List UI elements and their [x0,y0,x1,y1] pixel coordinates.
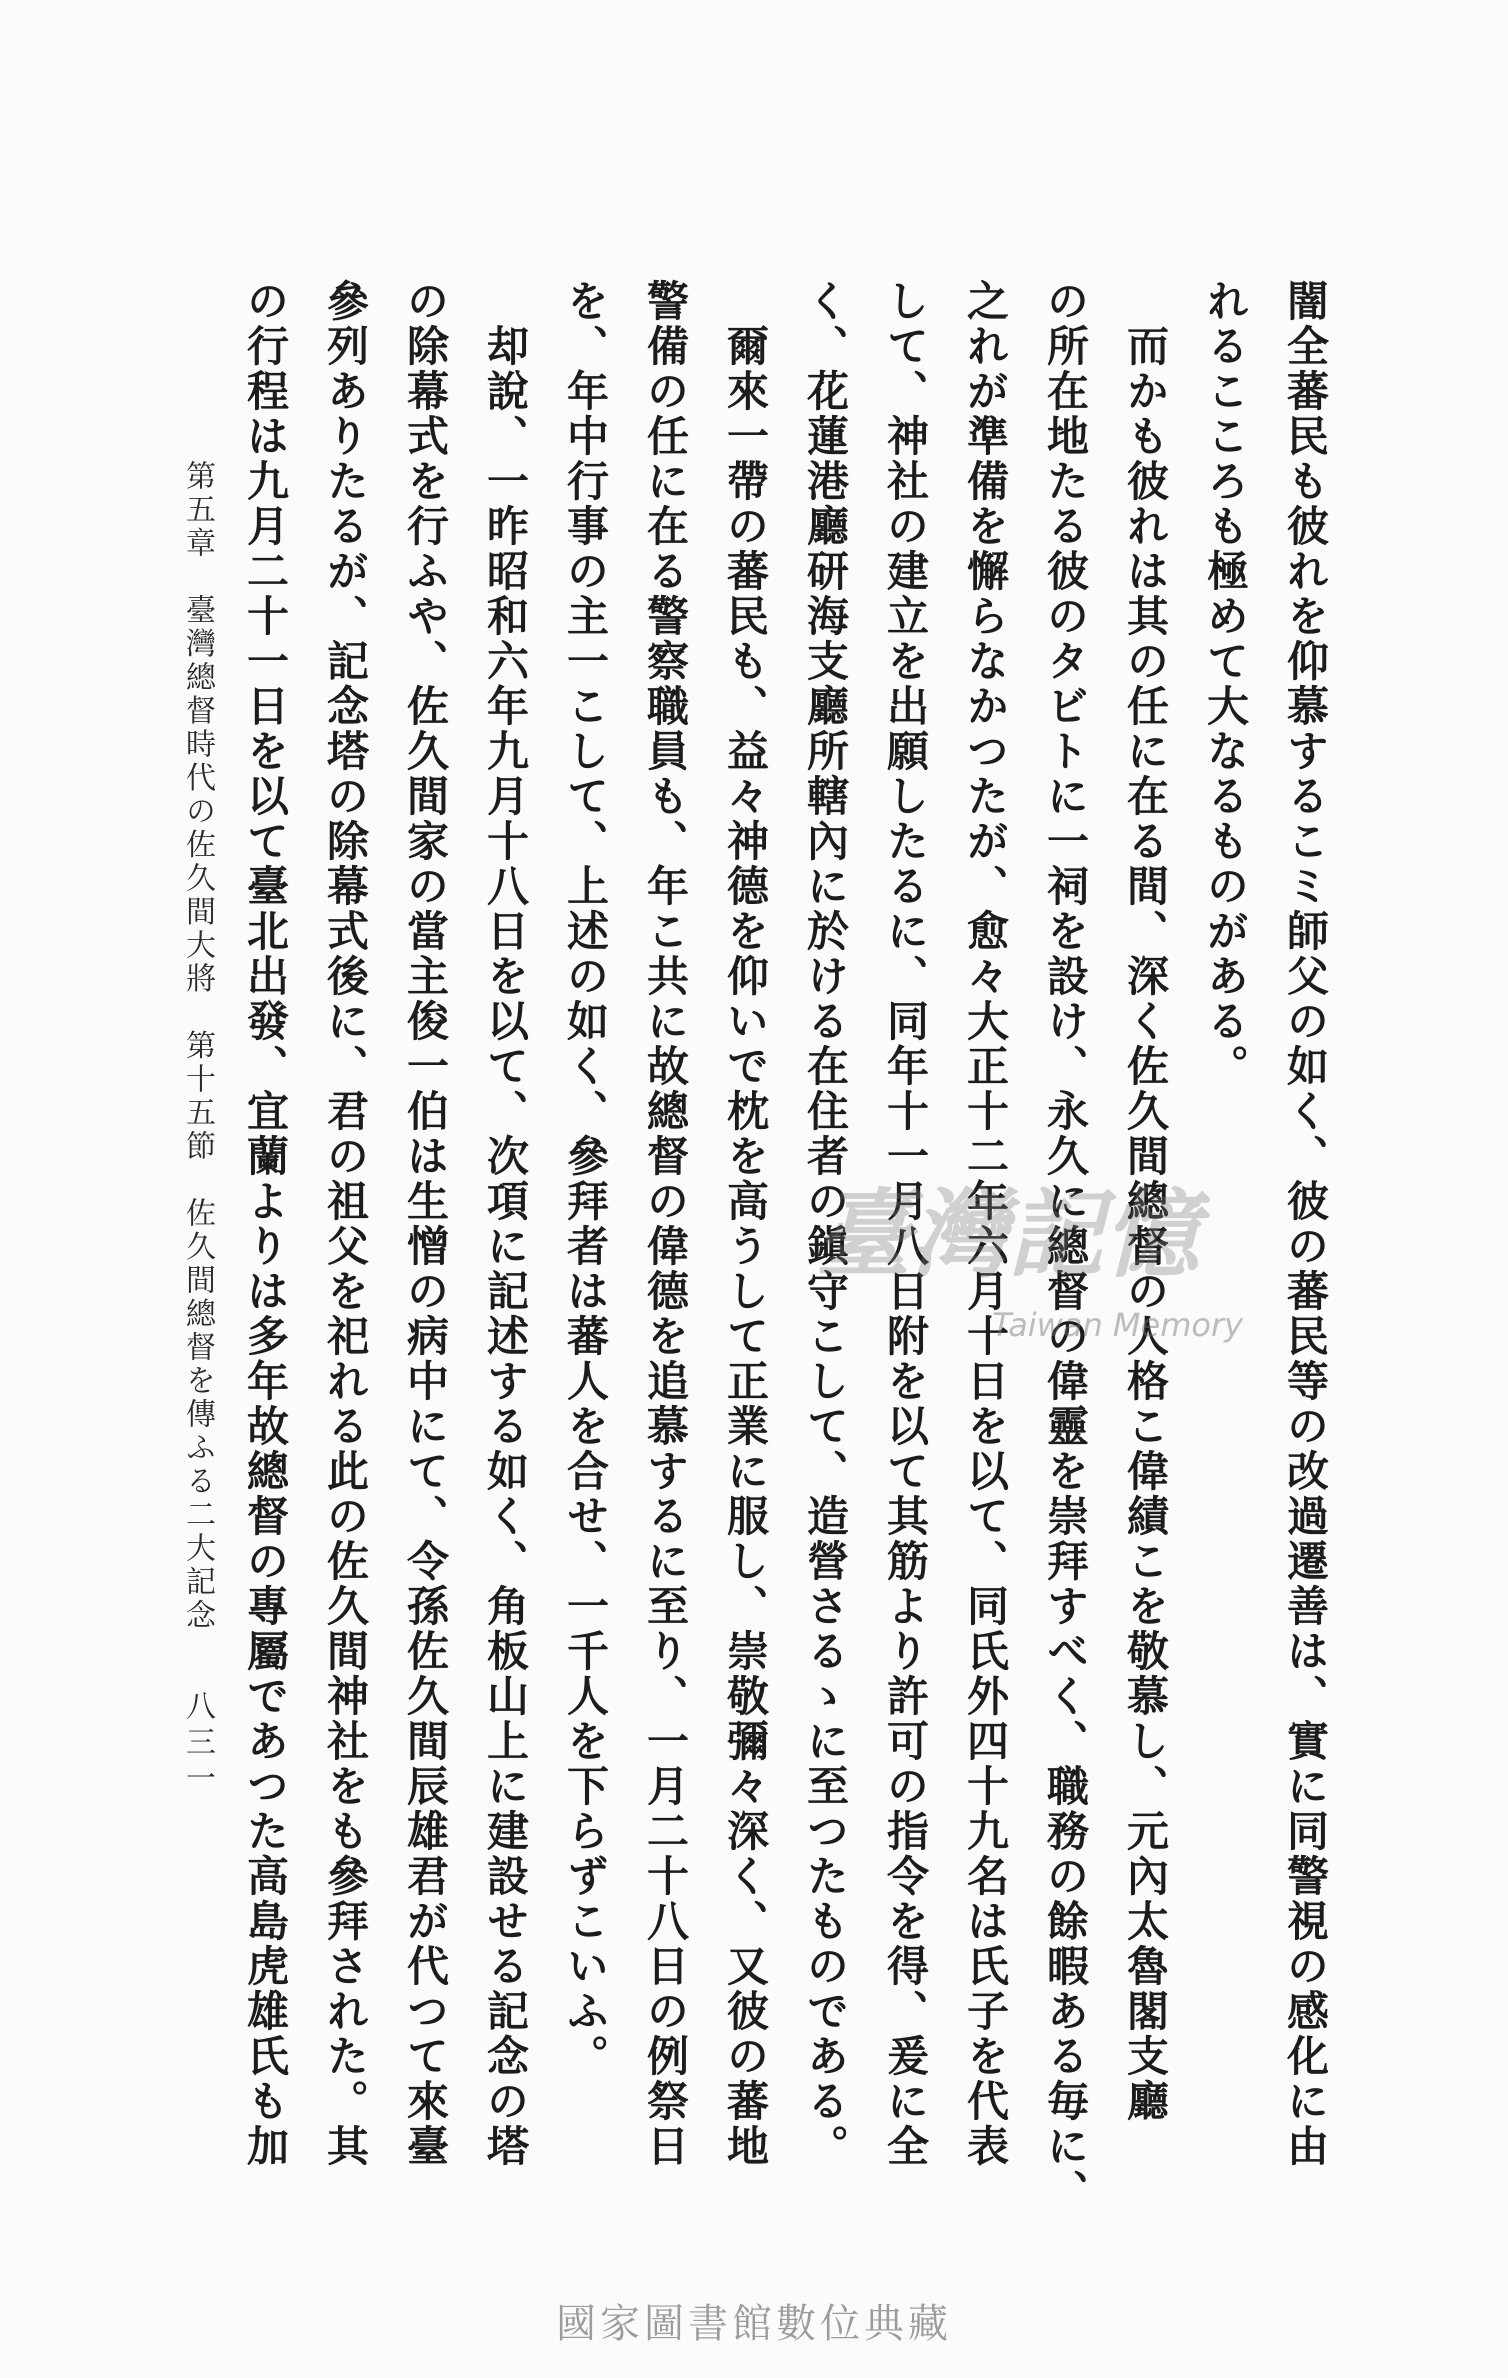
text-column: 參列ありたるが、記念塔の除幕式後に、君の祖父を祀れる此の佐久間神社をも參拜された。其 [321,279,370,2169]
text-column: の所在地たる彼のタビトに一祠を設け、永久に總督の偉靈を崇拜すべく、職務の餘暇ある毎に、 [1041,279,1090,2214]
watermark-logo-subtext: Taiwan Memory [992,1306,1244,1344]
text-column: の除幕式を行ふや、佐久間家の當主俊一伯は生憎の病中にて、令孫佐久間辰雄君が代つて來臺 [401,279,450,2169]
text-column: 而かも彼れは其の任に在る間、深く佐久間總督の人格こ偉績こを敬慕し、元內太魯閣支廳 [1121,324,1170,2124]
text-column: 闇全蕃民も彼れを仰慕するこミ師父の如く、彼の蕃民等の改過遷善は、實に同警視の感化に由 [1281,279,1330,2169]
text-column: を、年中行事の主一こして、上述の如く、參拜者は蕃人を合せ、一千人を下らずこいふ。 [561,279,610,2079]
text-column: して、神社の建立を出願したるに、同年十一月八日附を以て其筋より許可の指令を得、爰に全 [881,279,930,2169]
page-number: 八三一 [180,1690,215,1798]
footer-watermark: 國家圖書館數位典藏 [556,2301,952,2347]
text-column: 爾來一帶の蕃民も、益々神德を仰いで枕を高うして正業に服し、崇敬彌々深く、又彼の蕃地 [721,324,770,2169]
text-column: の行程は九月二十一日を以て臺北出發、宜蘭よりは多年故總督の專屬であつた高島虎雄氏も加 [241,279,290,2169]
text-column: れるこころも極めて大なるものがある。 [1201,279,1250,1089]
text-column: 却說、一昨昭和六年九月十八日を以て、次項に記述する如く、角板山上に建設せる記念の塔 [481,324,530,2169]
watermark-logo: 臺灣記憶 [815,1178,1199,1291]
text-column: く、花蓮港廳研海支廳所轄內に於ける在住者の鎭守こして、造營さるゝに至つたものである。 [801,279,850,2169]
text-column: 警備の任に在る警察職員も、年こ共に故總督の偉德を追慕するに至り、一月二十八日の例祭日 [641,279,690,2169]
text-column: 之れが準備を懈らなかつたが、愈々大正十二年六月十日を以て、同氏外四十九名は氏子を代表 [961,279,1010,2169]
running-header: 第五章 臺灣總督時代の佐久間大將 第十五節 佐久間總督を傳ふる二大記念 [180,460,215,1633]
